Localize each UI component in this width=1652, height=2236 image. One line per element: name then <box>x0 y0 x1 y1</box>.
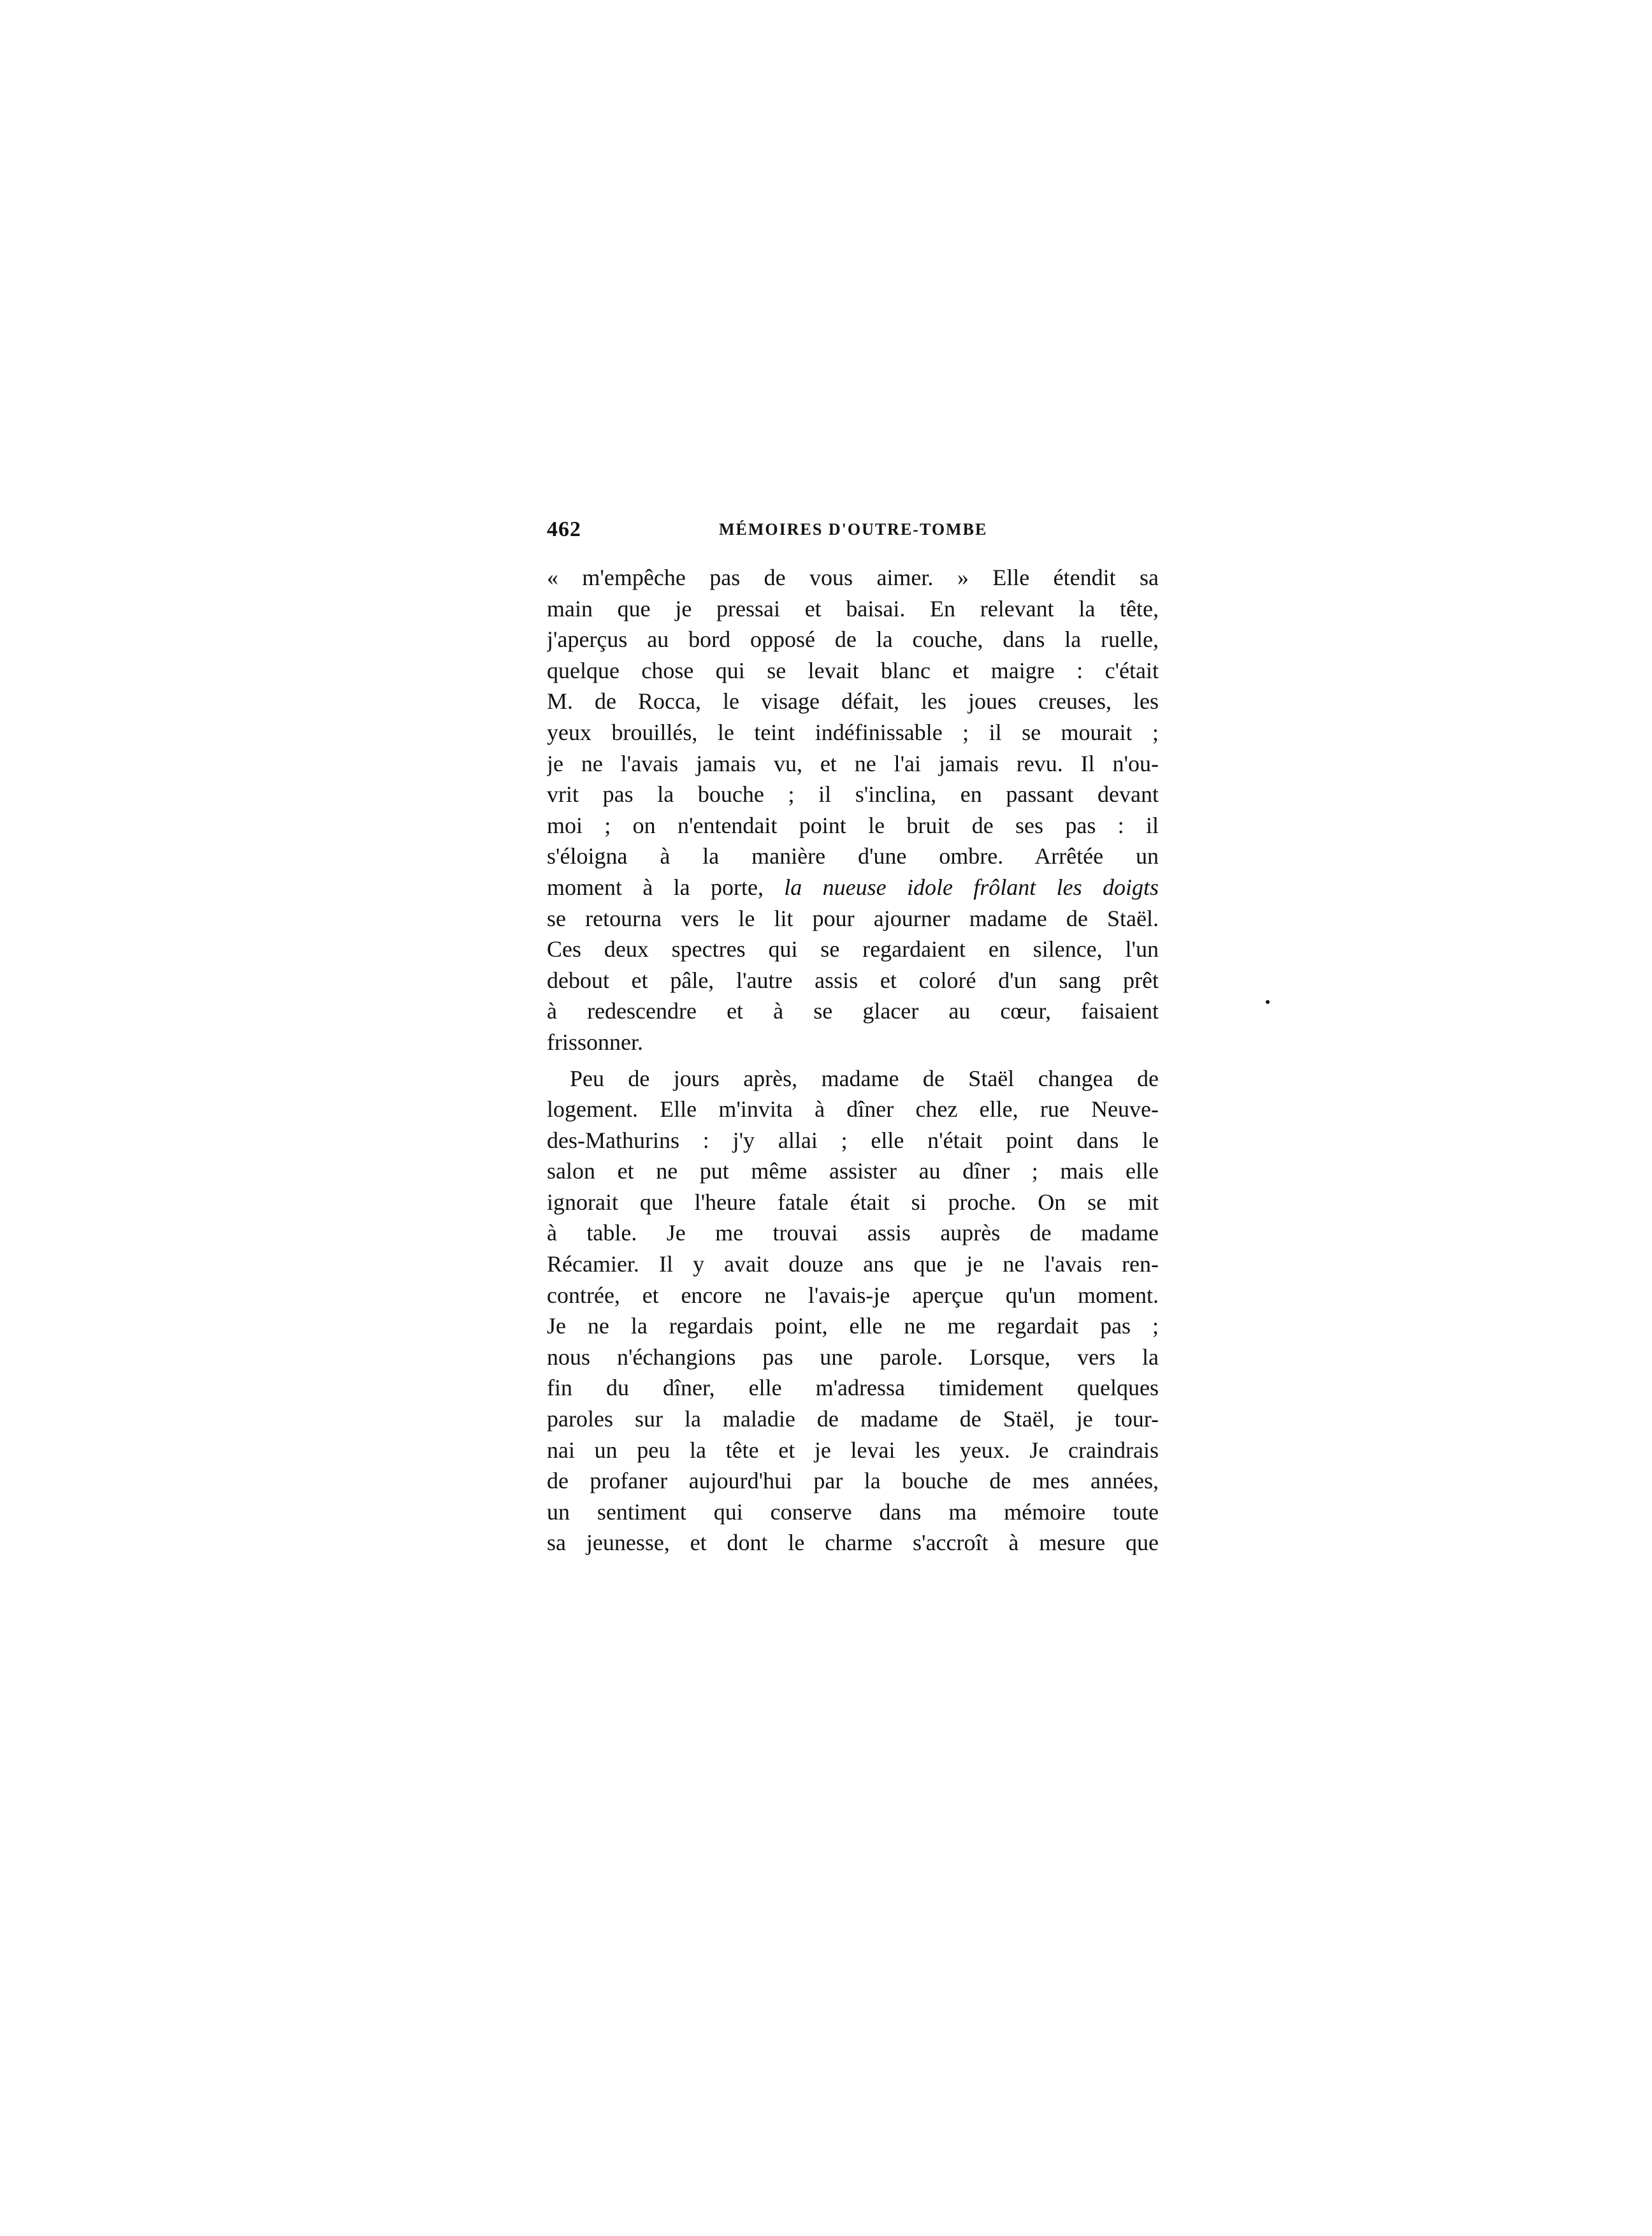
text-line: debout et pâle, l'autre assis et coloré d'un sang prêt <box>547 967 1159 993</box>
ink-speck <box>1266 1000 1270 1004</box>
text-line: Ces deux spectres qui se regardaient en silence, l'un <box>547 936 1159 962</box>
text-line: quelque chose qui se levait blanc et maigre : c'était <box>547 657 1159 683</box>
paragraph-gap <box>547 1058 1159 1063</box>
text-line: moi ; on n'entendait point le bruit de ses pas : il <box>547 812 1159 838</box>
paragraph-1 <box>547 562 1159 1058</box>
text-line-with-italic <box>547 872 1159 903</box>
italic-quotation: la nueuse idole frôlant les doigts <box>784 874 1159 900</box>
running-title: MÉMOIRES D'OUTRE-TOMBE <box>719 520 988 539</box>
text-line: ignorait que l'heure fatale était si proche. On se mit <box>547 1189 1159 1215</box>
body-text <box>547 562 1159 1558</box>
text-line: frissonner. <box>547 1029 643 1055</box>
text-line: un sentiment qui conserve dans ma mémoire toute <box>547 1499 1159 1525</box>
text-line: vrit pas la bouche ; il s'inclina, en passant devant <box>547 781 1159 808</box>
text-run: moment à la porte, <box>547 874 785 900</box>
text-line: salon et ne put même assister au dîner ; mais elle <box>547 1158 1159 1184</box>
paragraph-2 <box>547 1063 1159 1559</box>
text-line: « m'empêche pas de vous aimer. » Elle étendit sa <box>547 565 1159 590</box>
text-line: paroles sur la maladie de madame de Staël, je tour- <box>547 1406 1159 1432</box>
text-line: Peu de jours après, madame de Staël changea de <box>570 1065 1159 1091</box>
text-line: Je ne la regardais point, elle ne me regardait pas ; <box>547 1313 1159 1339</box>
text-line: contrée, et encore ne l'avais-je aperçue qu'un moment. <box>547 1282 1159 1308</box>
text-line: je ne l'avais jamais vu, et ne l'ai jamais revu. Il n'ou- <box>547 750 1159 776</box>
text-line: main que je pressai et baisai. En relevant la tête, <box>547 595 1159 621</box>
page-number: 462 <box>547 518 581 541</box>
text-line: j'aperçus au bord opposé de la couche, dans la ruelle, <box>547 627 1159 653</box>
text-line: yeux brouillés, le teint indéfinissable ; il se mourait ; <box>547 719 1159 745</box>
page-header <box>547 518 1159 549</box>
text-line: se retourna vers le lit pour ajourner madame de Staël. <box>547 905 1159 931</box>
text-line: sa jeunesse, et dont le charme s'accroît à mesure que <box>547 1530 1159 1556</box>
text-line: M. de Rocca, le visage défait, les joues creuses, les <box>547 688 1159 715</box>
text-line: nai un peu la tête et je levai les yeux. Je craindrais <box>547 1437 1159 1463</box>
text-line: des-Mathurins : j'y allai ; elle n'était point dans le <box>547 1127 1159 1153</box>
text-line: à redescendre et à se glacer au cœur, faisaient <box>547 998 1159 1024</box>
text-line: nous n'échangions pas une parole. Lorsque, vers la <box>547 1344 1159 1370</box>
text-line: à table. Je me trouvai assis auprès de madame <box>547 1220 1159 1246</box>
text-line: de profaner aujourd'hui par la bouche de mes années, <box>547 1468 1159 1494</box>
text-line: Récamier. Il y avait douze ans que je ne l'avais ren- <box>547 1251 1159 1277</box>
text-line: s'éloigna à la manière d'une ombre. Arrêtée un <box>547 843 1159 869</box>
text-line: logement. Elle m'invita à dîner chez elle, rue Neuve- <box>547 1096 1159 1122</box>
text-line: fin du dîner, elle m'adressa timidement quelques <box>547 1375 1159 1401</box>
